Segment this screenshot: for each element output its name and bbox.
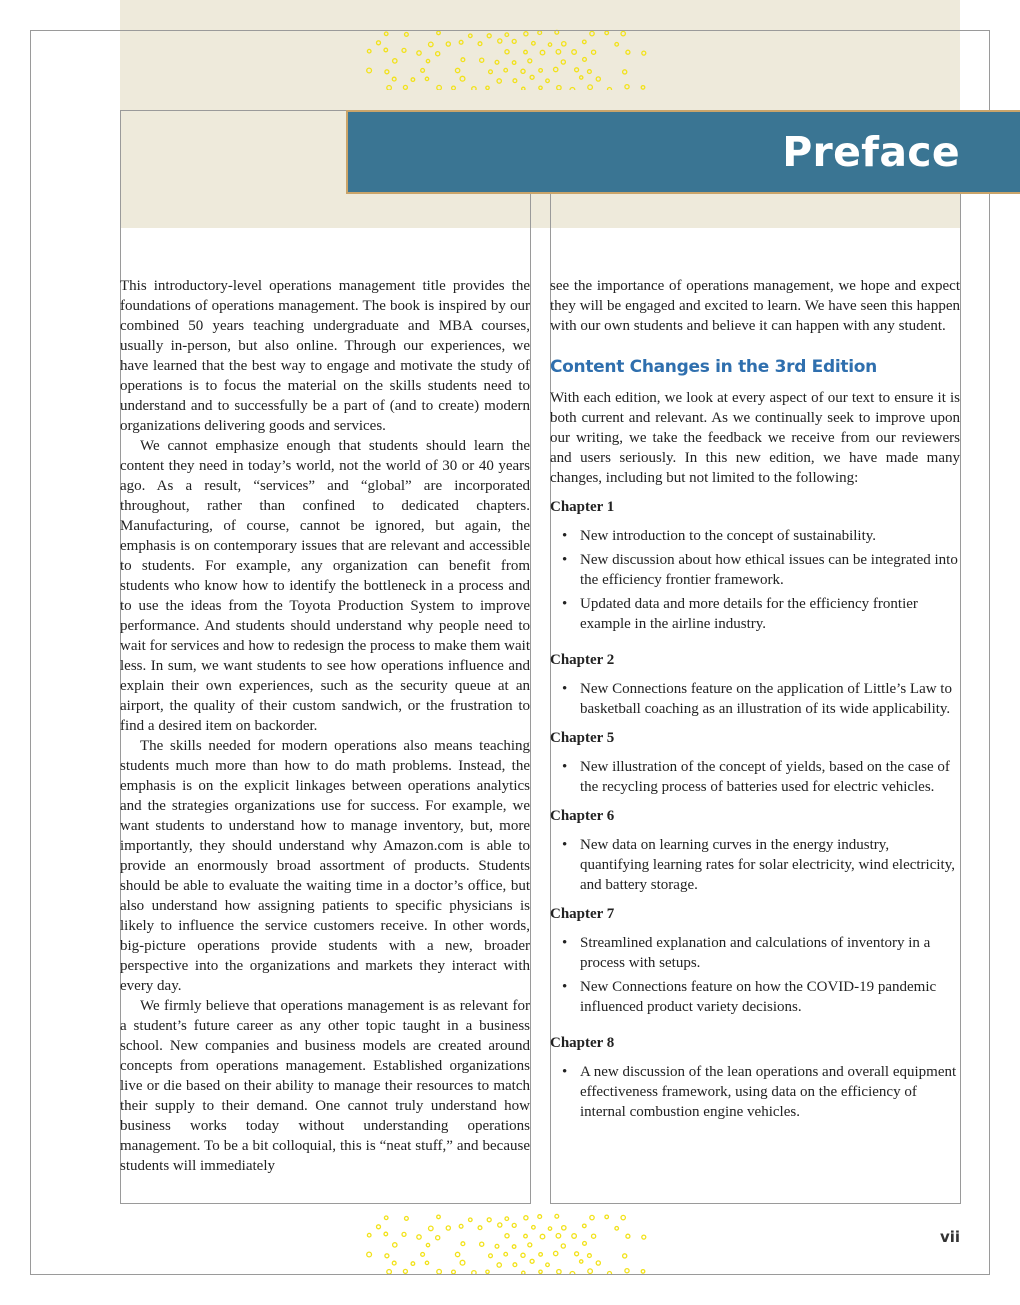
decorative-dot [489, 1254, 493, 1258]
decorative-dot [570, 1272, 575, 1275]
decorative-dot [615, 1227, 619, 1231]
decorative-dot [626, 1234, 630, 1238]
decorative-dot [512, 1223, 516, 1227]
decorative-dot [411, 1262, 415, 1266]
section-intro: With each edition, we look at every aspect of our text to ensure it is both current and relevant. As we continually seek to improve upon our writing, we take the feedback we receive from our reviewers and users seriously. In this new edition, we have made many changes, including but not limited to the following: [550, 390, 960, 486]
right-column [550, 276, 960, 1126]
page-title: Preface [782, 128, 960, 176]
bullet-item: • Streamlined explanation and calculations of inventory in a process with setups. [550, 933, 960, 973]
bullet-list [550, 757, 960, 797]
decorative-dot [575, 1252, 579, 1256]
page-number: vii [939, 1228, 960, 1246]
decorative-dot [538, 1215, 542, 1219]
decorative-dot [583, 1242, 587, 1246]
paragraph: We firmly believe that operations management is as relevant for a student’s future career as any other topic taught in a business school. New companies and business models are created around concepts from operations management. Established organizations live or die based on their ability to manage their resources to match their supply to their demand. One cannot truly understand how business works today without understanding operations management. To be a bit colloquial, this is “neat stuff,” and because students will immediately [120, 998, 530, 1174]
decorative-dot [377, 1225, 381, 1229]
decorative-dot [588, 1254, 592, 1258]
decorative-dot [455, 1252, 459, 1256]
decorative-dot [469, 1218, 473, 1222]
chapter-block [550, 806, 960, 895]
decorative-dot [436, 1236, 440, 1240]
decorative-dot [497, 1263, 501, 1267]
chapter-heading: Chapter 1 [550, 499, 615, 515]
decorative-dot [429, 1226, 434, 1231]
bullet-item: • New illustration of the concept of yields, based on the case of the recycling process of batteries used for electric vehicles. [550, 757, 960, 797]
paragraph: The skills needed for modern operations also means teaching students much more than how to do math problems. Instead, the emphasis is on the explicit linkages between operations analytics and the strategies organizations use for success. For example, we want students to understand how to manage inventory, but, more importantly, they should understand why Amazon.com is able to provide an enormously broad assortment of products. Students should be able to evaluate the waiting time in a doctor’s office, but also understand how assigning patients to specific physicians is likely to influence the service customers receive. In other words, big-picture operations provide students with a new, broader perspective into the organizations and markets they interact with every day. [120, 738, 530, 994]
decorative-dot [417, 1235, 421, 1239]
decorative-dot [642, 1235, 646, 1239]
decorative-dot [590, 1215, 594, 1219]
decorative-dot [548, 1227, 551, 1230]
decorative-dot [387, 1270, 392, 1275]
chapter-block [550, 1033, 960, 1122]
decorative-dot [556, 1234, 561, 1239]
decorative-dot [446, 1226, 450, 1230]
chapter-block [550, 497, 960, 634]
bullet-item: • New Connections feature on the application of Little’s Law to basketball coaching as an illustration of its wide applicability. [550, 679, 960, 719]
decorative-dot [621, 1215, 625, 1219]
decorative-dot [561, 1244, 565, 1248]
decorative-dot [546, 1263, 550, 1267]
decorative-dot [539, 1253, 543, 1257]
decorative-dot [530, 1259, 534, 1263]
decorative-dot [425, 1261, 428, 1264]
bullet-item: • New introduction to the concept of sustainability. [550, 526, 960, 546]
chapter-block [550, 904, 960, 1017]
decorative-dot [437, 1215, 441, 1219]
decorative-dot [480, 1242, 484, 1246]
chapter-heading: Chapter 8 [550, 1035, 615, 1051]
decorative-dot [623, 1254, 627, 1258]
bullet-list [550, 835, 960, 895]
bullet-list [550, 1062, 960, 1122]
decorative-dot [522, 1271, 525, 1274]
decorative-dot [504, 1252, 508, 1256]
section-heading: Content Changes in the 3rd Edition [550, 357, 877, 377]
decorative-dot [524, 1216, 528, 1220]
paragraph: We cannot emphasize enough that students should learn the content they need in today’s world, not the world of 30 or 40 years ago. As a result, “services” and “global” are incorporated throughout, rather than confined to dedicated chapters. Manufacturing, of course, cannot be ignored, but again, the emphasis is on contemporary issues that are relevant and accessible to students. For example, any organization can benefit from students who know how to identify the bottleneck in a process and to use the ideas from the Toyota Production System to improve performance. And students should understand why people need to wait for services and how to redesign the process to make them wait less. In sum, we want students to see how operations influence and explain their own experiences, such as the security queue at an airport, the quality of their custom sandwich, or the frustration to find a desired item on backorder. [120, 438, 530, 734]
decorative-dot [513, 1263, 517, 1267]
decorative-dot [539, 1270, 542, 1273]
decorative-dot [393, 1243, 397, 1247]
decorative-dot [460, 1260, 465, 1265]
decorative-dot [528, 1243, 532, 1247]
decorative-dot [486, 1270, 489, 1273]
decorative-dot [524, 1234, 528, 1238]
decorative-dots-bottom [360, 1212, 660, 1274]
paragraph: This introductory-level operations management title provides the foundations of operations management. The book is inspired by our combined 50 years teaching undergraduate and MBA courses, usually in-person, but also online. Through our experiences, we have learned that the best way to engage and motivate the study of operations is to focus the material on the skills students need to understand and to successfully be a part of (and to create) modern organizations delivering goods and services. [120, 278, 530, 434]
decorative-dot [572, 1234, 577, 1239]
bullet-list [550, 679, 960, 719]
decorative-dot [557, 1270, 561, 1274]
decorative-dot [459, 1224, 463, 1228]
decorative-dot [580, 1260, 583, 1263]
decorative-dot [554, 1251, 558, 1255]
chapter-heading: Chapter 2 [550, 652, 615, 668]
chapter-block [550, 650, 960, 719]
decorative-dot [384, 1216, 388, 1220]
bullet-item: • Updated data and more details for the efficiency frontier example in the airline industry. [550, 594, 960, 634]
bullet-item: • A new discussion of the lean operations and overall equipment effectiveness framework, using data on the efficiency of internal combustion engine vehicles. [550, 1062, 960, 1122]
decorative-dot [641, 1270, 645, 1274]
paragraph-continuation: see the importance of operations management, we hope and expect they will be engaged and excited to learn. We have seen this happen with our own students and believe it can happen with any student. [550, 278, 960, 334]
decorative-dot [426, 1243, 429, 1246]
decorative-dot [487, 1218, 491, 1222]
decorative-dot [498, 1223, 502, 1227]
bullet-list [550, 933, 960, 1017]
decorative-dot [367, 1252, 372, 1257]
decorative-dot [385, 1254, 389, 1258]
decorative-dot [521, 1253, 525, 1257]
title-box [346, 110, 1020, 194]
decorative-dot [472, 1271, 476, 1274]
left-column [120, 276, 530, 1176]
decorative-dot [505, 1217, 509, 1221]
decorative-dot [562, 1226, 566, 1230]
chapter-heading: Chapter 7 [550, 906, 615, 922]
decorative-dot [452, 1270, 456, 1274]
decorative-dot [405, 1217, 409, 1221]
decorative-dot [478, 1226, 482, 1230]
decorative-dot [625, 1269, 629, 1273]
decorative-dot [367, 1233, 371, 1237]
decorative-dot [592, 1234, 596, 1238]
bullet-list [550, 526, 960, 634]
decorative-dot [461, 1242, 465, 1246]
chapter-heading: Chapter 6 [550, 808, 615, 824]
bullet-item: • New discussion about how ethical issues can be integrated into the efficiency frontier framework. [550, 550, 960, 590]
decorative-dot [555, 1214, 559, 1218]
decorative-dot [392, 1261, 396, 1265]
decorative-dot [495, 1244, 499, 1248]
decorative-dot [403, 1269, 407, 1273]
decorative-dot [532, 1226, 536, 1230]
decorative-dot [588, 1269, 593, 1274]
decorative-dot [437, 1269, 442, 1274]
decorative-dot [402, 1232, 406, 1236]
decorative-dot [540, 1234, 545, 1239]
chapter-heading: Chapter 5 [550, 730, 615, 746]
decorative-dot [583, 1224, 587, 1228]
bullet-item: • New data on learning curves in the energy industry, quantifying learning rates for solar electricity, wind electricity, and battery storage. [550, 835, 960, 895]
decorative-dot [505, 1234, 509, 1238]
decorative-dot [512, 1245, 516, 1249]
decorative-dot [384, 1232, 388, 1236]
chapter-block [550, 728, 960, 797]
decorative-dot [596, 1261, 600, 1265]
decorative-dot [608, 1272, 612, 1275]
decorative-dot [605, 1215, 609, 1219]
decorative-dot [421, 1253, 425, 1257]
bullet-item: • New Connections feature on how the COVID-19 pandemic influenced product variety decisions. [550, 977, 960, 1017]
